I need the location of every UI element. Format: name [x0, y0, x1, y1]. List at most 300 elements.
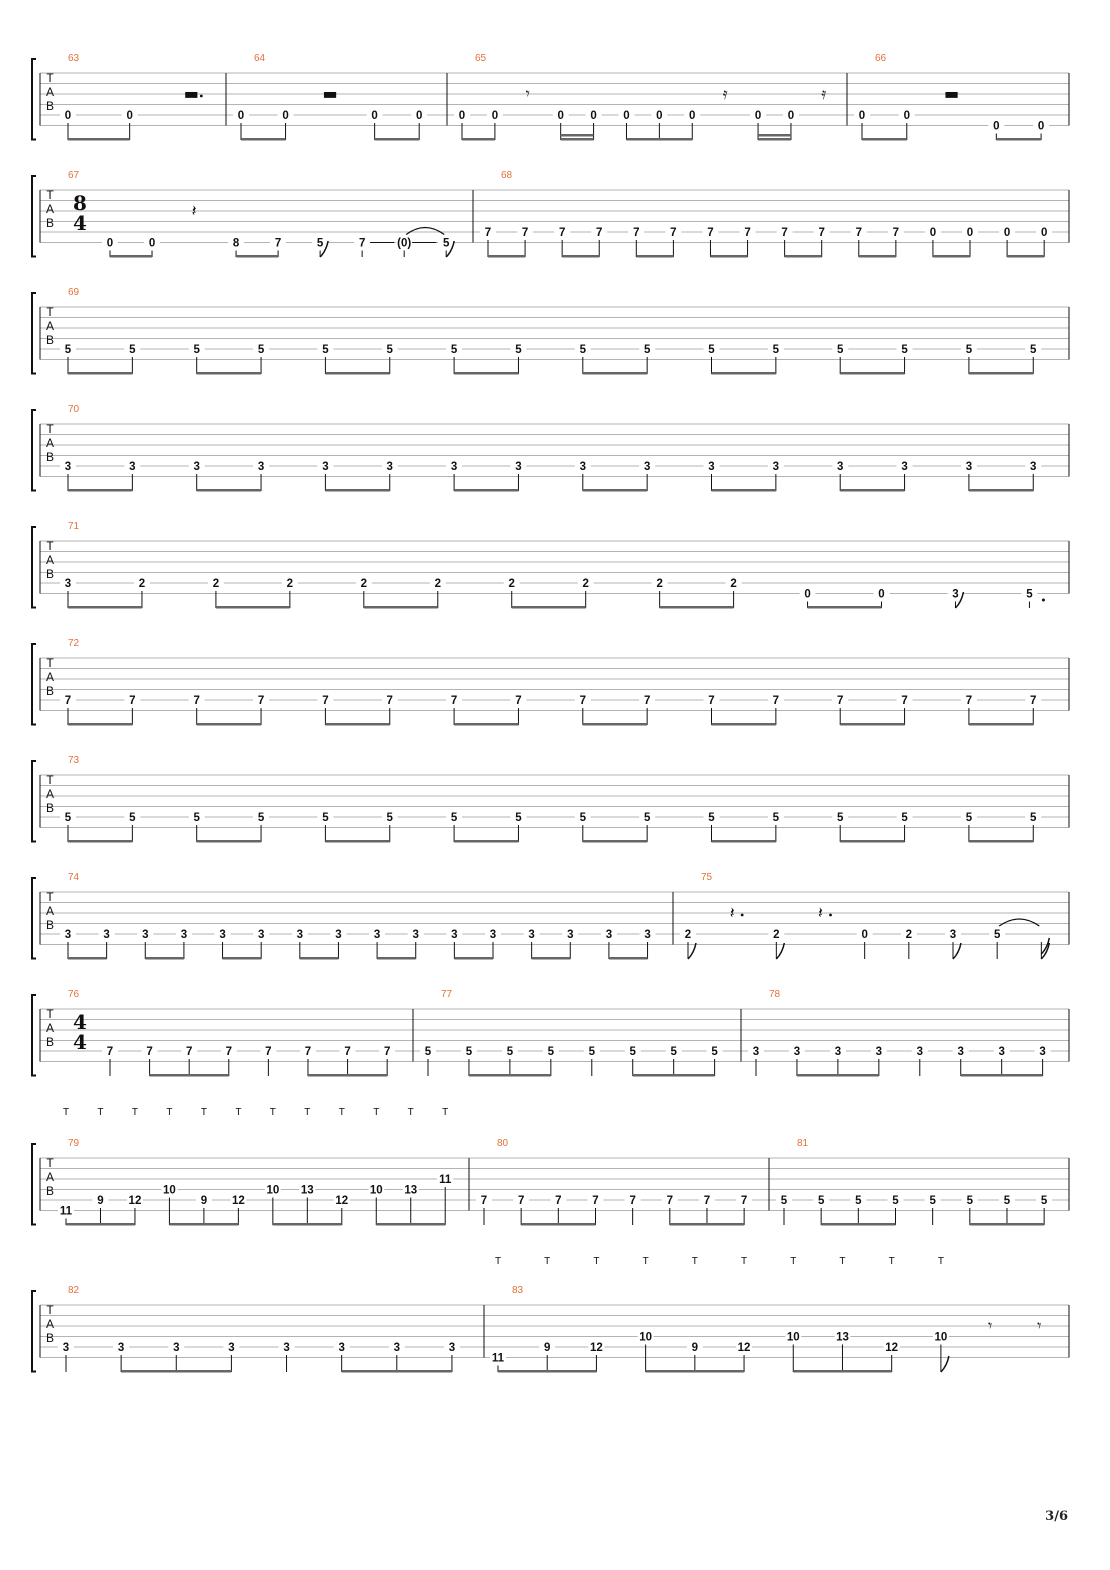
rest: 𝄿: [722, 84, 728, 103]
fret-number: 3: [180, 929, 188, 941]
fret-number: 3: [228, 1342, 235, 1354]
measure: [68, 170, 454, 258]
measure: [60, 638, 1041, 726]
tab-clef-letter: A: [45, 670, 55, 684]
fret-number: 0: [64, 110, 72, 122]
tap-marker: T: [235, 1107, 242, 1118]
fret-number: 3: [257, 461, 265, 473]
fret-number: 7: [837, 695, 844, 707]
fret-number: 7: [772, 695, 780, 707]
note-flag: [1041, 943, 1049, 959]
fret-number: 3: [64, 461, 72, 473]
fret-number: 3: [103, 929, 110, 941]
fret-number: 3: [335, 929, 342, 941]
beam: [68, 489, 132, 492]
fret-number: 7: [670, 227, 677, 239]
measure-number: 69: [68, 287, 80, 298]
fret-number: 0: [106, 237, 114, 250]
tab-system: [32, 521, 1069, 609]
fret-number: 7: [901, 695, 908, 707]
beam: [840, 372, 904, 375]
fret-number: 11: [439, 1174, 452, 1186]
system-bracket: [32, 176, 36, 257]
fret-number: 7: [484, 227, 492, 239]
fret-number: 7: [517, 1195, 525, 1207]
fret-number: 5: [929, 1195, 936, 1207]
rest: ▬: [183, 84, 199, 103]
fret-number: 7: [555, 1195, 562, 1207]
fret-number: 5: [515, 812, 522, 824]
fret-number: 5: [579, 812, 587, 824]
fret-number: 5: [708, 344, 715, 356]
fret-number: 5: [442, 237, 450, 250]
tab-clef-letter: B: [45, 1035, 55, 1049]
fret-number: 5: [450, 812, 458, 824]
fret-number: 7: [480, 1195, 488, 1207]
fret-number: 0: [861, 929, 868, 941]
beam: [197, 723, 261, 726]
fret-number: 3: [834, 1046, 842, 1058]
fret-number: 5: [772, 344, 780, 356]
fret-number: 3: [949, 929, 957, 941]
beam: [469, 1074, 551, 1077]
fret-number: 3: [129, 461, 136, 473]
tab-clef-letter: T: [46, 773, 54, 787]
beam: [375, 138, 420, 141]
tab-clef-letter: T: [46, 1303, 54, 1317]
fret-number: 7: [185, 1046, 193, 1058]
tab-clef-letter: B: [45, 333, 55, 347]
measure-number: 63: [68, 53, 80, 64]
fret-number: 3: [708, 461, 715, 473]
measure: [680, 872, 1049, 959]
measure: [476, 1138, 752, 1226]
fret-number: 10: [266, 1184, 280, 1197]
fret-number: 2: [582, 578, 589, 590]
measure-number: 64: [254, 53, 266, 64]
beam: [110, 255, 152, 258]
fret-number: 2: [434, 578, 441, 590]
tap-marker: T: [338, 1107, 345, 1118]
fret-number: 5: [450, 344, 458, 356]
fret-number: 3: [644, 929, 651, 941]
beam: [562, 255, 599, 258]
fret-number: 3: [952, 588, 959, 601]
fret-number: 10: [369, 1184, 383, 1197]
fret-number: 0: [993, 120, 1000, 133]
beam: [840, 489, 904, 492]
fret-number: 7: [450, 695, 458, 707]
fret-number: 7: [579, 695, 587, 707]
fret-number: 12: [335, 1195, 349, 1207]
fret-number: 5: [837, 812, 844, 824]
beam: [626, 138, 692, 141]
tab-system: [32, 872, 1069, 960]
fret-number: 3: [793, 1046, 801, 1058]
tab-clef-letter: B: [45, 684, 55, 698]
fret-number: 0: [858, 110, 866, 122]
fret-number: 0: [1003, 227, 1011, 239]
tab-clef-letter: B: [45, 1331, 55, 1345]
fret-number: 10: [934, 1331, 948, 1344]
beam: [961, 1074, 1043, 1077]
beam: [996, 138, 1041, 141]
fret-number: 7: [193, 695, 200, 707]
system-bracket: [32, 1144, 36, 1225]
tab-clef-letter: A: [45, 1170, 55, 1184]
fret-number: 3: [515, 461, 522, 473]
fret-number: 5: [1003, 1195, 1011, 1207]
beam: [710, 255, 747, 258]
tab-clef-letter: T: [46, 890, 54, 904]
beam: [325, 372, 389, 375]
system-bracket: [32, 527, 36, 608]
measure-number: 78: [769, 989, 781, 1000]
fret-number: 3: [64, 578, 72, 590]
fret-number: 5: [588, 1046, 595, 1058]
rest-dot: [829, 914, 832, 917]
note-flag: [688, 943, 696, 959]
measure-number: 72: [68, 638, 80, 649]
fret-number: 0: [804, 588, 811, 601]
fret-number: 0: [903, 110, 910, 122]
time-signature-denominator: 4: [73, 1030, 87, 1054]
fret-number: 5: [547, 1046, 555, 1058]
note-flag: [941, 1356, 949, 1372]
measure-number: 79: [68, 1138, 80, 1149]
fret-number: 0: [371, 110, 378, 122]
fret-number: 0: [557, 110, 564, 122]
beam: [969, 723, 1033, 726]
fret-number: 5: [64, 344, 72, 356]
fret-number: 3: [386, 461, 393, 473]
tab-system: [32, 53, 1069, 141]
tab-clef-letter: T: [46, 656, 54, 670]
fret-number: 2: [212, 578, 220, 590]
tab-clef-letter: T: [46, 1156, 54, 1170]
fret-number: 5: [579, 344, 587, 356]
tab-clef-letter: T: [46, 305, 54, 319]
beam: [216, 606, 290, 609]
tap-marker: T: [839, 1256, 846, 1267]
fret-number: 5: [708, 812, 715, 824]
beam: [462, 138, 495, 141]
fret-number: 3: [448, 1342, 456, 1354]
fret-number: 5: [193, 812, 200, 824]
tap-marker: T: [442, 1107, 449, 1118]
fret-number: 5: [670, 1046, 677, 1058]
fret-number: 2: [730, 578, 737, 590]
fret-number: 5: [316, 237, 324, 250]
tap-marker: T: [544, 1256, 551, 1267]
fret-number: 0: [458, 110, 466, 122]
fret-number: 0: [1037, 120, 1045, 133]
fret-number: 7: [892, 227, 900, 239]
fret-number: 5: [643, 344, 651, 356]
beam: [121, 1370, 231, 1373]
beam: [933, 255, 970, 258]
beam: [454, 372, 518, 375]
fret-number: 5: [506, 1046, 514, 1058]
fret-number: 5: [772, 812, 780, 824]
measure-number: 77: [441, 989, 453, 1000]
beam: [1007, 255, 1044, 258]
fret-number: 3: [528, 929, 535, 941]
fret-number: 5: [837, 344, 844, 356]
time-signature-denominator: 4: [73, 211, 87, 235]
fret-number: 5: [1040, 1195, 1048, 1207]
fret-number: 7: [708, 695, 715, 707]
beam: [758, 138, 791, 141]
fret-number: 3: [489, 929, 497, 941]
fret-number: 3: [605, 929, 613, 941]
beam: [498, 1370, 596, 1373]
fret-number: 0: [966, 227, 974, 239]
tap-marker: T: [937, 1256, 944, 1267]
fret-number: 13: [836, 1331, 849, 1344]
measure-number: 70: [68, 404, 80, 415]
system-bracket: [32, 878, 36, 959]
beam: [712, 489, 776, 492]
fret-number: 5: [966, 1195, 974, 1207]
fret-number: 3: [837, 461, 844, 473]
fret-number: 3: [752, 1046, 760, 1058]
tab-clef-letter: A: [45, 319, 55, 333]
measure-number: 75: [701, 872, 713, 883]
fret-number: 13: [300, 1184, 314, 1197]
beam: [712, 723, 776, 726]
tab-clef-letter: A: [45, 787, 55, 801]
fret-number: 3: [567, 929, 574, 941]
tap-marker: T: [888, 1256, 895, 1267]
rest: 𝄾: [987, 1316, 993, 1335]
fret-number: 7: [643, 695, 651, 707]
fret-number: 0: [415, 110, 423, 122]
fret-number: 7: [521, 227, 529, 239]
measure: [60, 521, 1045, 609]
beam: [583, 840, 647, 843]
fret-number: 3: [579, 461, 587, 473]
rest: 𝄽: [191, 201, 197, 220]
fret-number: 7: [64, 695, 72, 707]
tab-clef-letter: B: [45, 1184, 55, 1198]
tab-system: [32, 1256, 1069, 1373]
fret-number: 3: [916, 1046, 923, 1058]
fret-number: 5: [965, 812, 973, 824]
fret-number: 7: [781, 227, 788, 239]
fret-number: 5: [193, 344, 200, 356]
rest: ▬: [322, 84, 338, 103]
beam: [970, 1223, 1044, 1226]
fret-number: 3: [901, 461, 908, 473]
tap-marker: T: [269, 1107, 276, 1118]
fret-number: 7: [515, 695, 522, 707]
beam: [609, 957, 648, 960]
fret-number: 5: [892, 1195, 899, 1207]
fret-number: 0: [754, 110, 762, 122]
fret-number: 2: [138, 578, 146, 590]
fret-number: 10: [786, 1331, 800, 1344]
beam: [785, 255, 822, 258]
tab-system: [32, 989, 1069, 1077]
tab-clef-letter: T: [46, 71, 54, 85]
measure: [454, 53, 826, 141]
beam: [561, 138, 594, 141]
tab-clef-letter: A: [45, 436, 55, 450]
fret-number: 5: [711, 1046, 718, 1058]
fret-number: 2: [508, 578, 515, 590]
beam: [670, 1223, 744, 1226]
beam-secondary: [758, 134, 791, 137]
fret-number: 3: [142, 929, 149, 941]
beam: [325, 840, 389, 843]
rest: 𝄿: [821, 84, 827, 103]
fret-number: 10: [163, 1184, 176, 1197]
beam: [583, 372, 647, 375]
fret-number: 12: [590, 1342, 603, 1354]
fret-number: 3: [173, 1342, 180, 1354]
beam: [633, 1074, 715, 1077]
fret-number: 7: [304, 1046, 312, 1058]
fret-number: 7: [344, 1046, 351, 1058]
fret-number: 7: [707, 227, 714, 239]
fret-number: 3: [643, 461, 651, 473]
measure-number: 74: [68, 872, 80, 883]
beam: [197, 372, 261, 375]
tap-marker: T: [166, 1107, 173, 1118]
fret-number: 7: [358, 237, 366, 250]
beam: [145, 957, 184, 960]
fret-number: 2: [360, 578, 368, 590]
fret-number: 7: [818, 227, 825, 239]
measure: [58, 1107, 453, 1226]
fret-number: 7: [744, 227, 751, 239]
beam: [712, 372, 776, 375]
fret-number: 3: [64, 929, 72, 941]
note-dot: [1042, 599, 1045, 602]
fret-number: 5: [1030, 344, 1037, 356]
system-bracket: [32, 59, 36, 140]
fret-number: 5: [257, 344, 265, 356]
tab-system: [32, 1107, 1069, 1226]
beam: [68, 138, 130, 141]
tap-marker: T: [407, 1107, 414, 1118]
fret-number: 5: [901, 812, 908, 824]
fret-number: 3: [1039, 1046, 1046, 1058]
system-bracket: [32, 1291, 36, 1372]
tab-system: [32, 755, 1069, 843]
fret-number: 5: [465, 1046, 473, 1058]
measure-number: 73: [68, 755, 80, 766]
fret-number: 0: [929, 227, 937, 239]
beam: [236, 255, 278, 258]
beam: [273, 1223, 342, 1226]
fret-number: 5: [629, 1046, 636, 1058]
beam: [512, 606, 586, 609]
fret-number: 0: [1040, 227, 1048, 239]
fret-number: 5: [1026, 588, 1033, 601]
beam: [454, 489, 518, 492]
beam: [68, 840, 132, 843]
fret-number: 5: [817, 1195, 825, 1207]
fret-number: 3: [957, 1046, 964, 1058]
fret-number: 0: [787, 110, 795, 122]
tab-clef-letter: A: [45, 1317, 55, 1331]
fret-number: 7: [633, 227, 640, 239]
fret-number: 3: [257, 929, 265, 941]
measure: [60, 755, 1041, 843]
time-signature-numerator: 4: [73, 1010, 87, 1034]
beam: [454, 723, 518, 726]
beam: [660, 606, 734, 609]
fret-number: 0: [623, 110, 630, 122]
measure: [490, 1256, 1041, 1373]
beam: [808, 606, 882, 609]
fret-number: 5: [424, 1046, 432, 1058]
measure: [420, 989, 723, 1077]
system-bracket: [32, 761, 36, 842]
tap-marker: T: [62, 1107, 70, 1118]
fret-number: 7: [965, 695, 973, 707]
fret-number: 0: [590, 110, 597, 122]
beam: [241, 138, 286, 141]
tab-clef-letter: T: [46, 188, 54, 202]
beam: [583, 723, 647, 726]
fret-number: 5: [257, 812, 265, 824]
fret-number: 3: [875, 1046, 883, 1058]
tap-marker: T: [740, 1256, 748, 1267]
rest: 𝄽: [818, 903, 823, 922]
rest: 𝄾: [1037, 1316, 1042, 1335]
fret-number: 3: [338, 1342, 345, 1354]
measure-number: 71: [68, 521, 80, 532]
fret-number: 7: [1030, 695, 1037, 707]
measure: [68, 989, 395, 1077]
fret-number: 0: [148, 237, 156, 250]
note-flag: [953, 943, 961, 959]
system-bracket: [32, 410, 36, 491]
beam: [197, 840, 261, 843]
beam: [150, 1074, 229, 1077]
rest: ▬: [943, 84, 960, 103]
tap-marker: T: [200, 1107, 207, 1118]
beam: [646, 1370, 744, 1373]
beam: [712, 840, 776, 843]
beam: [521, 1223, 595, 1226]
fret-number: 7: [596, 227, 603, 239]
tab-clef-letter: B: [45, 567, 55, 581]
beam: [583, 489, 647, 492]
fret-number: 2: [656, 578, 663, 590]
tab-clef-letter: A: [45, 202, 55, 216]
tab-clef-letter: B: [45, 450, 55, 464]
tap-marker: T: [642, 1256, 649, 1267]
beam: [969, 372, 1033, 375]
fret-number: 7: [383, 1046, 391, 1058]
fret-number: 3: [393, 1342, 401, 1354]
tab-clef-letter: B: [45, 99, 55, 113]
rest: 𝄽: [729, 903, 735, 922]
tab-clef-letter: B: [45, 918, 55, 932]
fret-number: 3: [965, 461, 973, 473]
beam: [821, 1223, 895, 1226]
tab-clef-letter: B: [45, 801, 55, 815]
fret-number: 9: [200, 1195, 208, 1207]
tab-clef-letter: A: [45, 1021, 55, 1035]
beam: [969, 489, 1033, 492]
fret-number: 7: [740, 1195, 748, 1207]
fret-number: 3: [450, 461, 458, 473]
